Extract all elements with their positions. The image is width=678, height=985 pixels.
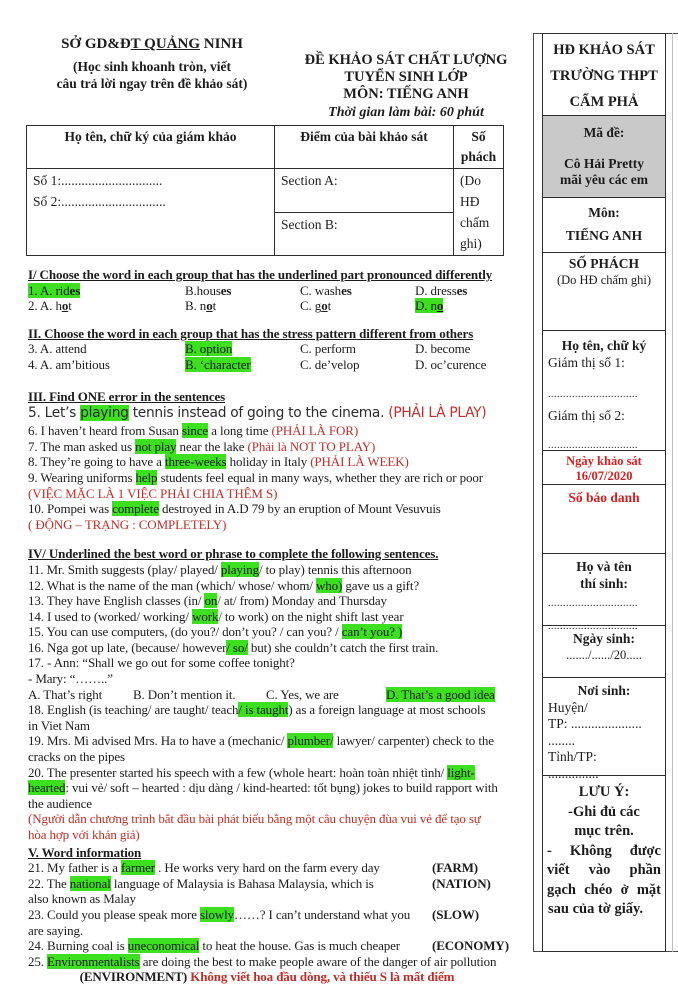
text-segment: o [61,298,69,314]
text-segment: (NATION) [432,875,491,891]
text-segment: to heat the house. Gas is much cheaper [199,938,401,954]
text-segment: IV/ Underlined the best word or phrase to complete the following sentences. [28,546,439,562]
question-23 [0,907,534,923]
question-20-cont2 [0,796,534,812]
text-segment: 22. The [28,875,70,891]
text-segment: 16. Nga got up late, (because/ however [28,639,227,655]
sidebar-line: .............................. [548,389,638,400]
text-segment: t [327,298,332,314]
answer-highlight: plumber/ [287,733,334,749]
text-segment: o [321,298,328,314]
question-6 [0,423,534,439]
text-segment: NINH [200,36,243,52]
ngay-khao-sat-cell [543,451,665,485]
sidebar-line: CẨM PHẢ [569,94,639,110]
answer-highlight: work [192,608,219,624]
options-row-q1 [0,283,534,299]
col-code-header: Số phách [454,126,504,169]
sidebar-line: Giám thị số 2: [548,407,625,423]
section-a-cell: Section A: [275,169,454,213]
option-cell [185,298,300,314]
teacher-annotation: Không viết hoa đầu dòng, và thiếu S là mất điểm [190,969,455,985]
text-segment: t [212,298,217,314]
ma-de-cell [543,116,665,198]
exam-title-line2: TUYỂN SINH LỚP [344,69,468,85]
teacher-annotation: hòa hợp với khán giả) [28,827,140,842]
sidebar-line: TIẾNG ANH [565,227,643,243]
grader-2-line: Số 2:............................... [33,194,166,209]
so-phach-note-cell: (Do HĐ chấm ghi) [454,169,504,256]
answer-highlight: on [204,593,218,609]
teacher-annotation: (PHẢI LÀ PLAY) [388,405,487,422]
section-i-heading [0,267,534,283]
answer-highlight: Environmentalists [47,953,140,969]
answer-highlight: es [69,282,81,298]
answer-highlight: uneconomical [127,938,200,954]
question-19 [0,733,534,749]
text-segment: ) as a foreign language at most schools [288,702,486,718]
question-8 [0,454,534,470]
sidebar-line: Giám thị số 1: [548,354,625,370]
text-segment: 20. The presenter started his speech with a few (whole heart: hoàn toàn nhiệt tình/ [28,764,448,780]
exam-title-line1: ĐỀ KHẢO SÁT CHẤT LƯỢNG [304,52,508,68]
question-25-note [0,969,534,985]
text-segment: 15. You can use computers, (do you?/ don’t you? / can you? / [28,624,342,640]
section-iv-heading [0,546,534,562]
text-segment: B. n [185,298,207,314]
hd-khao-sat-cell [543,34,665,116]
exam-duration: Thời gian làm bài: 60 phút [328,105,484,120]
sidebar-line: TRƯỜNG THPT [550,68,658,84]
answer-highlight: D. n [415,298,437,314]
question-9-note [0,486,534,502]
option-cell [28,298,185,314]
answer-highlight: light- [447,764,475,780]
option-cell [300,341,415,357]
answer-highlight: hearted [28,780,66,796]
text-segment: o [206,298,213,314]
sidebar-line: ............... [548,765,599,781]
sidebar-line: .............................. [548,620,638,632]
question-17 [0,655,534,671]
sidebar-line: HĐ KHẢO SÁT [553,42,655,58]
exam-title-line3: MÔN: TIẾNG ANH [343,86,469,102]
sidebar-line: .............................. [548,440,638,451]
text-segment: C. wash [300,282,342,298]
options-row-q2 [0,298,534,314]
sidebar-line: Huyện/ [548,699,588,715]
teacher-annotation: ( ĐỘNG – TRẠNG : COMPLETELY) [28,516,227,532]
question-10-note [0,517,534,533]
sidebar-line: Số báo danh [568,490,640,505]
text-segment: (ECONOMY) [432,938,509,954]
text-segment: 23. Could you please speak more [28,906,200,922]
answer-highlight: farmer [121,860,155,876]
answer-highlight: / is taught [238,702,289,718]
answer-highlight: complete [112,501,159,517]
option-cell [185,283,300,299]
text-segment: a long time [208,423,272,439]
option-cell [415,298,534,314]
sidebar-line: Họ và tên [576,559,632,574]
text-segment: / to play) tennis this afternoon [259,561,412,577]
question-5 [0,404,534,423]
text-segment: tennis instead of going to the cinema. [128,405,389,422]
option-cell [133,687,266,703]
sidebar-line: mục trên. [574,823,634,839]
text-segment: D. become [415,341,471,357]
section-v-heading [0,845,534,861]
question-18-cont [0,718,534,734]
question-7 [0,439,534,455]
options-row-q17 [0,687,534,703]
text-segment: C. g [300,298,322,314]
option-cell [28,283,185,299]
text-segment: (FARM) [432,860,478,876]
text-segment: the audience [28,795,92,811]
option-cell [185,341,300,357]
answer-highlight: national [69,875,111,891]
text-segment: destroyed in A.D 79 by an eruption of Mount Vesuvuis [158,501,441,517]
text-segment: T QUẢNG [130,36,200,52]
option-cell [28,341,185,357]
text-segment: 21. My father is a [28,860,122,876]
text-segment: C. Yes, we are [266,686,339,702]
text-segment: . He works very hard on the farm every day [154,860,380,876]
text-segment: / to work) on the night shift last year [218,608,404,624]
exam-header [0,0,534,121]
option-cell [300,298,415,314]
sidebar-line: ........ [548,732,575,748]
text-segment: 12. What is the name of the man (which/ whose/ whom/ [28,577,317,593]
text-segment: B. Don’t mention it. [133,686,236,702]
question-12 [0,578,534,594]
text-segment: B.hous [185,282,221,298]
answer-highlight: / so/ [226,639,248,655]
section-iii-heading [0,389,534,405]
text-segment: II. Choose the word in each group that has the stress pattern different from others [28,325,474,341]
answer-highlight: since [181,423,209,439]
text-segment: C. perform [300,341,356,357]
grader-info-table [26,125,504,256]
text-segment: 8. They’re going to have a [28,454,165,470]
question-15 [0,624,534,640]
sidebar-line: - Không được [547,842,661,859]
question-23-cont [0,923,534,939]
text-segment: 6. I haven’t heard from Susan [28,423,182,439]
question-19-cont [0,749,534,765]
sidebar-line: ......./....../20..... [566,647,642,662]
question-20-cont1 [0,780,534,796]
text-segment: 13. They have English classes (in/ [28,593,205,609]
text-segment: / at/ from) Monday and Thursday [217,593,387,609]
sidebar-line: SỐ PHÁCH [568,256,640,271]
question-24 [0,938,534,954]
answer-highlight: D. That’s a good idea [386,686,495,702]
text-segment: near the lake [176,438,248,454]
text-segment: es [456,282,468,298]
answer-highlight: playing [220,561,259,577]
teacher-annotation: (PHẢI LÀ WEEK) [310,454,409,470]
sidebar-line: Họ tên, chữ ký [561,338,647,353]
text-segment: ……? I can’t understand what you [233,906,411,922]
option-cell [300,283,415,299]
column-divider-line [533,33,534,952]
option-cell [415,357,534,373]
option-cell [415,283,534,299]
sidebar-line: viết vào phần [547,862,661,878]
question-18 [0,702,534,718]
exam-body [0,256,534,985]
sidebar-line: thí sinh: [580,575,628,591]
sidebar-line: -Ghi đủ các [568,803,640,820]
text-segment: es [220,282,232,298]
question-10 [0,501,534,517]
question-22-cont [0,891,534,907]
question-9 [0,470,534,486]
page-right-edge-line [672,33,673,952]
text-segment: 7. The man asked us [28,438,136,454]
sidebar-line: Nơi sinh: [577,683,631,698]
text-segment: 25. [28,953,48,969]
question-20 [0,765,534,781]
option-cell [415,341,534,357]
so-bao-danh-cell [543,485,665,554]
text-segment: holiday in Italy [226,454,311,470]
department-title [26,36,278,53]
option-cell [300,357,415,373]
answer-highlight: not play [135,438,177,454]
giam-thi-cell [543,331,665,451]
option-cell [28,687,133,703]
student-note-line2: câu trả lời ngay trên đề khảo sát) [56,75,248,91]
text-segment: I/ Choose the word in each group that has the underlined part pronounced differently [28,267,493,282]
text-segment: (SLOW) [432,906,479,922]
answer-highlight: can’t you? ) [341,624,403,640]
sidebar-line: Ngày sinh: [573,631,635,646]
sidebar-line: Tỉnh/TP: [548,749,597,764]
text-segment: 24. Burning coal is [28,938,128,954]
student-note-line1: (Học sinh khoanh tròn, viết [73,59,231,74]
text-segment: III. Find ONE error in the sentences [28,388,226,404]
text-segment: language of Malaysia is Bahasa Malaysia, which is [110,875,374,891]
text-segment: 19. Mrs. Mi advised Mrs. Ha to have a (mechanic/ [28,733,288,749]
text-segment: 2. A. h [28,298,62,314]
option-cell [185,357,300,373]
text-segment: 18. English (is teaching/ are taught/ teach [28,702,239,718]
text-segment: 3. A. attend [28,341,87,357]
so-phach-cell [543,253,665,331]
text-segment: : vui vẻ/ soft – hearted : dịu dàng / kind-hearted: tốt bụng) jokes to build rapport with [65,780,498,796]
answer-highlight: 1. A. rid [28,282,70,298]
sidebar-line: .............................. [548,598,638,609]
text-segment: also known as Malay [28,891,136,907]
question-16 [0,640,534,656]
text-segment: D. dress [415,282,457,298]
text-segment: - Mary: “……..” [28,671,113,687]
option-cell [28,357,185,373]
question-25 [0,954,534,970]
text-segment: 14. I used to (worked/ working/ [28,608,193,624]
sidebar-line: mãi yêu các em [559,172,649,187]
text-segment: 10. Pompei was [28,501,113,517]
sidebar-line: (Do HĐ chấm ghi) [556,272,652,287]
answer-highlight: B. ‘character [185,356,251,372]
question-21 [0,860,534,876]
text-segment: gave us a gift? [342,577,420,593]
question-22 [0,876,534,892]
question-11 [0,562,534,578]
sidebar-line: Môn: [588,205,620,220]
text-segment: cracks on the pipes [28,749,125,765]
options-row-q3 [0,341,534,357]
question-17-mary [0,671,534,687]
sidebar-line: Ngày khảo sát [566,454,642,468]
option-cell [386,687,534,703]
teacher-annotation: (Người dẫn chương trình bắt đầu bài phát biểu bằng một câu chuyện đùa vui vẻ để tạo sự [28,811,481,827]
options-row-q4 [0,357,534,373]
ngay-sinh-cell [543,626,665,678]
section-ii-heading [0,326,534,342]
header-center-block [278,36,534,121]
text-segment: (ENVIRONMENT) [79,969,191,985]
luu-y-cell [543,776,665,953]
col-score-header: Điểm của bài khảo sát [275,126,454,169]
text-segment: V. Word information [28,844,142,860]
option-cell [266,687,386,703]
sidebar-line: 16/07/2020 [575,469,633,483]
col-grader-header: Họ tên, chữ ký của giám khảo [27,126,275,169]
text-segment: in Viet Nam [28,717,90,733]
question-20-note2 [0,827,534,843]
text-segment: es [341,282,352,298]
text-segment: t [68,298,72,314]
sidebar-line: Cô Hải Pretty [564,155,644,171]
ho-ten-thi-sinh-cell [543,554,665,632]
answer-highlight: playing [80,405,129,422]
text-segment: 9. Wearing uniforms [28,469,136,485]
text-segment: D. oc’curence [415,356,487,372]
text-segment: A. That’s right [28,686,103,702]
question-14 [0,609,534,625]
sidebar-line: TP: ..................... [548,716,642,731]
answer-highlight: three-weeks [164,454,227,470]
grader-1-line: Số 1:.............................. [33,173,163,188]
answer-highlight: help [135,469,158,485]
answer-highlight: B. option [185,341,233,357]
text-segment: students feel equal in many ways, whether they are rich or poor [157,469,483,485]
header-left-block [26,36,278,121]
text-segment: SỞ GD&Đ [61,36,131,52]
answer-highlight: who) [316,577,343,593]
sidebar-line: sau của tờ giấy. [548,901,644,917]
text-segment: C. de’velop [300,356,360,372]
sidebar-line: LƯU Ý: [578,784,630,800]
text-segment: 5. Let’s [28,405,81,422]
teacher-annotation: (PHẢI LÀ FOR) [271,423,359,439]
text-segment: but) she couldn’t catch the first train. [247,639,439,655]
text-segment: 4. A. am’bitious [28,356,110,372]
sidebar-line: gạch chéo ở mặt [547,881,661,898]
sidebar-box [542,33,666,952]
noi-sinh-cell [543,678,665,781]
answer-highlight: o [436,298,444,314]
teacher-annotation: (VIỆC MẶC LÀ 1 VIỆC PHẢI CHIA THÊM S) [28,485,278,501]
grader-signature-cell [27,169,275,256]
text-segment: 11. Mr. Smith suggests (play/ played/ [28,561,221,577]
text-segment: 17. - Ann: “Shall we go out for some coffee tonight? [28,655,295,671]
text-segment: lawyer/ carpenter) check to the [333,733,494,749]
answer-highlight: slowly [199,906,234,922]
sidebar-line: Mã đề: [583,125,625,140]
mon-cell [543,198,665,253]
text-segment: are doing the best to make people aware of the danger of air pollution [139,953,497,969]
question-20-note1 [0,811,534,827]
section-b-cell: Section B: [275,212,454,256]
teacher-annotation: (Phải là NOT TO PLAY) [247,438,376,454]
text-segment: are saying. [28,922,83,938]
question-13 [0,593,534,609]
